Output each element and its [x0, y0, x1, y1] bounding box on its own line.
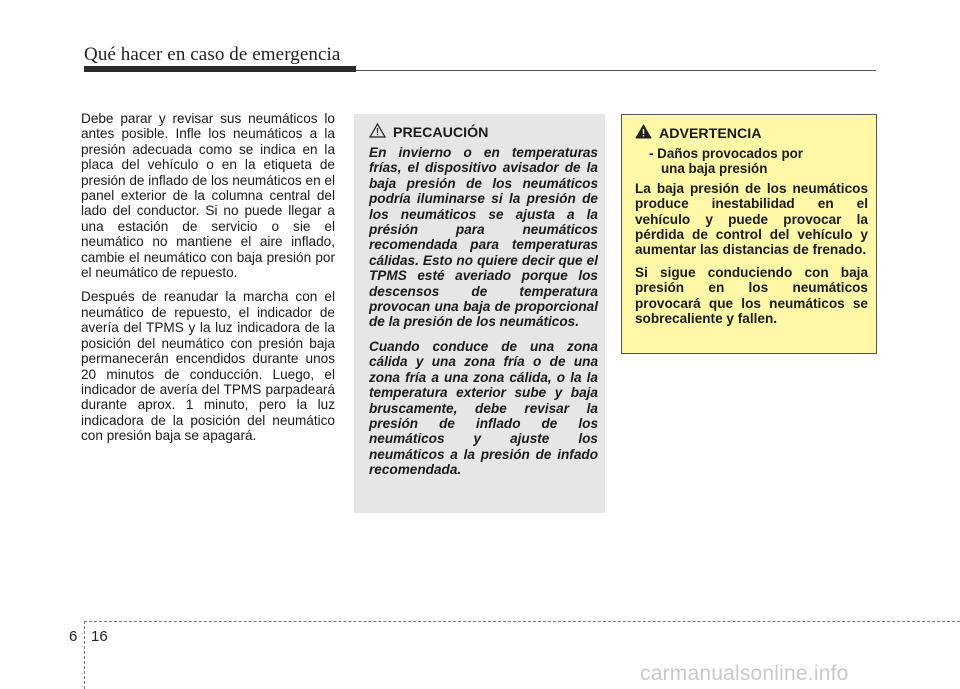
watermark: carmanualsonline.info: [640, 662, 849, 685]
footer-divider: [84, 621, 85, 689]
warning-text: [635, 181, 868, 327]
warning-box: [621, 114, 877, 354]
warning-subtitle-line: - Daños provocados por: [649, 146, 804, 161]
page-number: 16: [91, 628, 108, 645]
body-paragraph: Después de reanudar la marcha con el neumático de repuesto, el indicador de avería del TPMS y la luz indicadora de la posición del neumático con presión baja permanecerán encendidos durante unos 20 minutos de conducción. Luego, el indicador de avería del TPMS parpadeará durante aprox. 1 minuto, pero la luz indicadora de la posición del neumático con presión baja se apagará.: [81, 289, 335, 444]
warning-subtitle-line: una baja presión: [661, 161, 768, 177]
caution-title: PRECAUCIÓN: [393, 124, 489, 141]
caution-paragraph: Cuando conduce de una zona cálida y una zona fría o de una zona fría a una zona cálida, o la la temperatura exterior sube y baja bruscamente, debe revisar la presión de inflado de los neumáticos y ajuste los neumáticos a la presión de infado recomendada.: [369, 338, 598, 478]
page-header-title: Qué hacer en caso de emergencia: [84, 44, 341, 65]
warning-subtitle: [635, 146, 868, 177]
caution-header: [369, 123, 598, 142]
caution-paragraph: En invierno o en temperaturas frías, el dispositivo avisador de la baja presión de los neumáticos podría iluminarse si la presión de los neumáticos se ajusta a la présión para neumáticos recomendada para temperaturas cálidas. Esto no quiere decir que el TPMS esté averiado porque los descensos de temperatura provocan una baja de proporcional de la presión de los neumáticos.: [369, 145, 598, 330]
warning-title: ADVERTENCIA: [659, 125, 762, 142]
warning-triangle-icon: [635, 124, 652, 143]
warning-paragraph: Si sigue conduciendo con baja presión en los neumáticos provocará que los neumáticos se sobrecaliente y fallen.: [635, 264, 868, 327]
body-text-column: [81, 111, 335, 453]
caution-triangle-icon: [369, 123, 386, 142]
warning-paragraph: La baja presión de los neumáticos produce inestabilidad en el vehículo y puede provocar la pérdida de control del vehículo y aumentar las distancias de frenado.: [635, 180, 868, 258]
chapter-number: 6: [69, 628, 78, 645]
footer-rule: [84, 621, 960, 622]
warning-header: [635, 124, 868, 143]
body-paragraph: Debe parar y revisar sus neumáticos lo antes posible. Infle los neumáticos a la presión adecuada como se indica en la placa del vehículo o en la etiqueta de presión de inflado de los neumáticos en el panel exterior de la columna central del lado del conductor. Si no puede llegar a una estación de servicio o sie el neumático no mantiene el aire inflado, cambie el neumático con baja presión por el neumático de repuesto.: [81, 111, 335, 281]
caution-text: [369, 145, 598, 478]
caution-box: [354, 114, 605, 513]
header-rule: [356, 70, 876, 71]
header-bar: [84, 66, 356, 72]
